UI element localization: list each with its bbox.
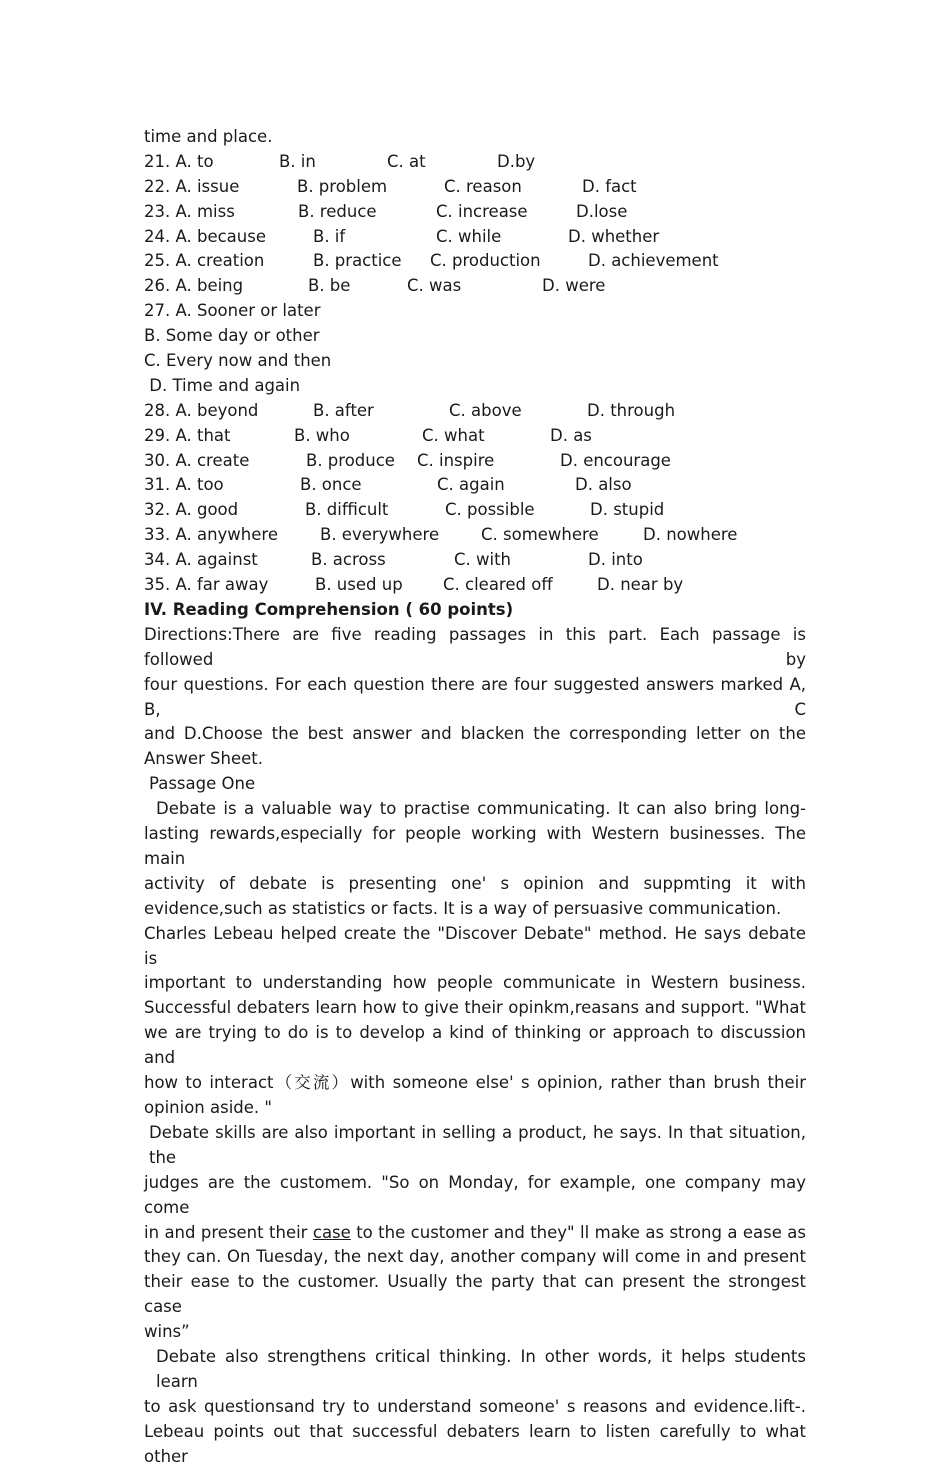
question-option-d: D. as	[550, 425, 592, 445]
question-option-d: D. also	[575, 475, 632, 495]
question-option-b: B. if	[313, 226, 346, 246]
question-row	[144, 150, 806, 175]
question-option-c: C. what	[422, 425, 485, 445]
question-option-b: B. once	[300, 475, 362, 495]
paragraph-line: we are trying to do is to develop a kind of thinking or approach to discussion and	[144, 1023, 806, 1068]
paragraph-2	[144, 922, 806, 1121]
question-option-c: C. with	[454, 550, 512, 570]
question-row	[144, 274, 806, 299]
question-row	[144, 399, 806, 424]
question-option-b: B. practice	[313, 251, 402, 271]
question-row	[144, 249, 806, 274]
question-option-c: C. somewhere	[481, 525, 599, 545]
question-option-c: C. production	[430, 251, 541, 271]
questions-21-26	[144, 150, 806, 299]
paragraph-line: activity of debate is presenting one' s opinion and suppmting it with	[144, 873, 806, 893]
directions-line: and D.Choose the best answer and blacken the corresponding letter on the	[144, 724, 806, 744]
question-option-b: B. who	[294, 425, 350, 445]
directions-line: Directions:There are five reading passages in this part. Each passage is followed by	[144, 624, 806, 669]
paragraph-line: lasting rewards,especially for people working with Western businesses. The main	[144, 824, 806, 868]
question-option-c: C. while	[436, 226, 502, 246]
question-option-c: C. again	[437, 475, 505, 495]
questions-28-35	[144, 399, 806, 598]
question-option-b: B. be	[308, 276, 351, 296]
question-option-a: 34. A. against	[144, 550, 258, 570]
question-option-c: C. was	[407, 276, 462, 296]
text-segment: in and present their	[144, 1222, 313, 1242]
question-option-d: D. achievement	[588, 251, 719, 271]
question-row	[144, 424, 806, 449]
section-heading: IV. Reading Comprehension ( 60 points)	[144, 599, 514, 619]
question-option-a: 26. A. being	[144, 276, 244, 296]
paragraph-line	[144, 1221, 806, 1246]
question-row	[144, 523, 806, 548]
question-row	[144, 573, 806, 598]
question-option-d: D. through	[587, 400, 676, 420]
question-option-a: 29. A. that	[144, 425, 231, 445]
question-option-a: 24. A. because	[144, 226, 266, 246]
paragraph-line: important to understanding how people communicate in Western business.	[144, 973, 806, 993]
question-row	[144, 225, 806, 250]
paragraph-line: judges are the customem. "So on Monday, for example, one company may come	[144, 1172, 806, 1217]
paragraph-line: wins”	[144, 1322, 190, 1342]
intro-line: time and place.	[144, 127, 273, 146]
question-option-c: C. inspire	[417, 450, 495, 470]
q27-option-b: B. Some day or other	[144, 326, 320, 346]
question-option-a: 31. A. too	[144, 475, 224, 495]
question-row	[144, 175, 806, 200]
question-option-a: 21. A. to	[144, 151, 214, 171]
paragraph-line: Charles Lebeau helped create the "Discover Debate" method. He says debate is	[144, 923, 806, 968]
question-option-a: 25. A. creation	[144, 251, 265, 271]
directions	[144, 623, 806, 772]
paragraph-line: Lebeau points out that successful debaters learn to listen carefully to what other	[144, 1421, 806, 1466]
question-option-c: C. at	[387, 151, 426, 171]
question-option-b: B. in	[279, 151, 316, 171]
paragraph-1	[144, 797, 806, 922]
question-option-a: 22. A. issue	[144, 176, 240, 196]
paragraph-3	[144, 1121, 806, 1345]
question-option-d: D. near by	[597, 575, 684, 595]
text-segment: to the customer and they" ll make as strong a ease as	[350, 1222, 806, 1242]
paragraph-line: opinion aside. "	[144, 1098, 272, 1118]
paragraph-line: evidence,such as statistics or facts. It is a way of persuasive communication.	[144, 898, 782, 918]
paragraph-line: how to interact（交流）with someone else' s opinion, rather than brush their	[144, 1073, 806, 1093]
paragraph-line: Successful debaters learn how to give their opinkm,reasans and support. "What	[144, 998, 806, 1018]
question-row	[144, 498, 806, 523]
passage-title: Passage One	[149, 774, 256, 794]
question-option-a: 35. A. far away	[144, 575, 269, 595]
paragraph-line: Debate skills are also important in selling a product, he says. In that situation, the	[149, 1122, 806, 1167]
question-option-c: C. possible	[445, 500, 535, 520]
question-option-a: 30. A. create	[144, 450, 250, 470]
question-option-d: D. encourage	[560, 450, 671, 470]
paragraph-line: their ease to the customer. Usually the party that can present the strongest case	[144, 1272, 806, 1317]
question-option-d: D. into	[588, 550, 643, 570]
question-option-d: D.by	[497, 151, 536, 171]
document-page	[144, 125, 806, 1470]
question-option-c: C. increase	[436, 201, 528, 221]
q27-option-c: C. Every now and then	[144, 351, 332, 371]
question-option-d: D. stupid	[590, 500, 665, 520]
question-option-c: C. above	[449, 400, 522, 420]
question-option-d: D.lose	[576, 201, 628, 221]
question-option-b: B. difficult	[305, 500, 389, 520]
question-option-a: 33. A. anywhere	[144, 525, 278, 545]
question-option-d: D. nowhere	[643, 525, 738, 545]
question-row	[144, 449, 806, 474]
question-option-a: 28. A. beyond	[144, 400, 259, 420]
underlined-word-case: case	[312, 1222, 351, 1242]
question-option-b: B. used up	[315, 575, 403, 595]
question-option-b: B. produce	[306, 450, 395, 470]
paragraph-line: Debate is a valuable way to practise communicating. It can also bring long-	[156, 799, 806, 819]
question-option-c: C. cleared off	[443, 575, 553, 595]
question-option-b: B. reduce	[298, 201, 377, 221]
directions-line: Answer Sheet.	[144, 749, 263, 769]
question-option-b: B. everywhere	[320, 525, 440, 545]
question-row	[144, 473, 806, 498]
q27-option-d: D. Time and again	[144, 375, 301, 395]
question-option-d: D. fact	[582, 176, 637, 196]
question-row	[144, 200, 806, 225]
question-option-a: 32. A. good	[144, 500, 239, 520]
question-row	[144, 548, 806, 573]
question-option-a: 23. A. miss	[144, 201, 235, 221]
paragraph-4	[144, 1345, 806, 1470]
question-option-b: B. problem	[297, 176, 388, 196]
question-option-b: B. across	[311, 550, 386, 570]
directions-line: four questions. For each question there are four suggested answers marked A, B, C	[144, 674, 806, 719]
question-option-c: C. reason	[444, 176, 522, 196]
question-option-d: D. whether	[568, 226, 660, 246]
q27-option-a: 27. A. Sooner or later	[144, 301, 321, 321]
question-option-b: B. after	[313, 400, 374, 420]
question-option-d: D. were	[542, 276, 606, 296]
paragraph-line: to ask questionsand try to understand someone' s reasons and evidence.lift-.	[144, 1396, 806, 1416]
paragraph-line: they can. On Tuesday, the next day, another company will come in and present	[144, 1247, 806, 1267]
paragraph-line: Debate also strengthens critical thinking. In other words, it helps students learn	[156, 1347, 806, 1391]
